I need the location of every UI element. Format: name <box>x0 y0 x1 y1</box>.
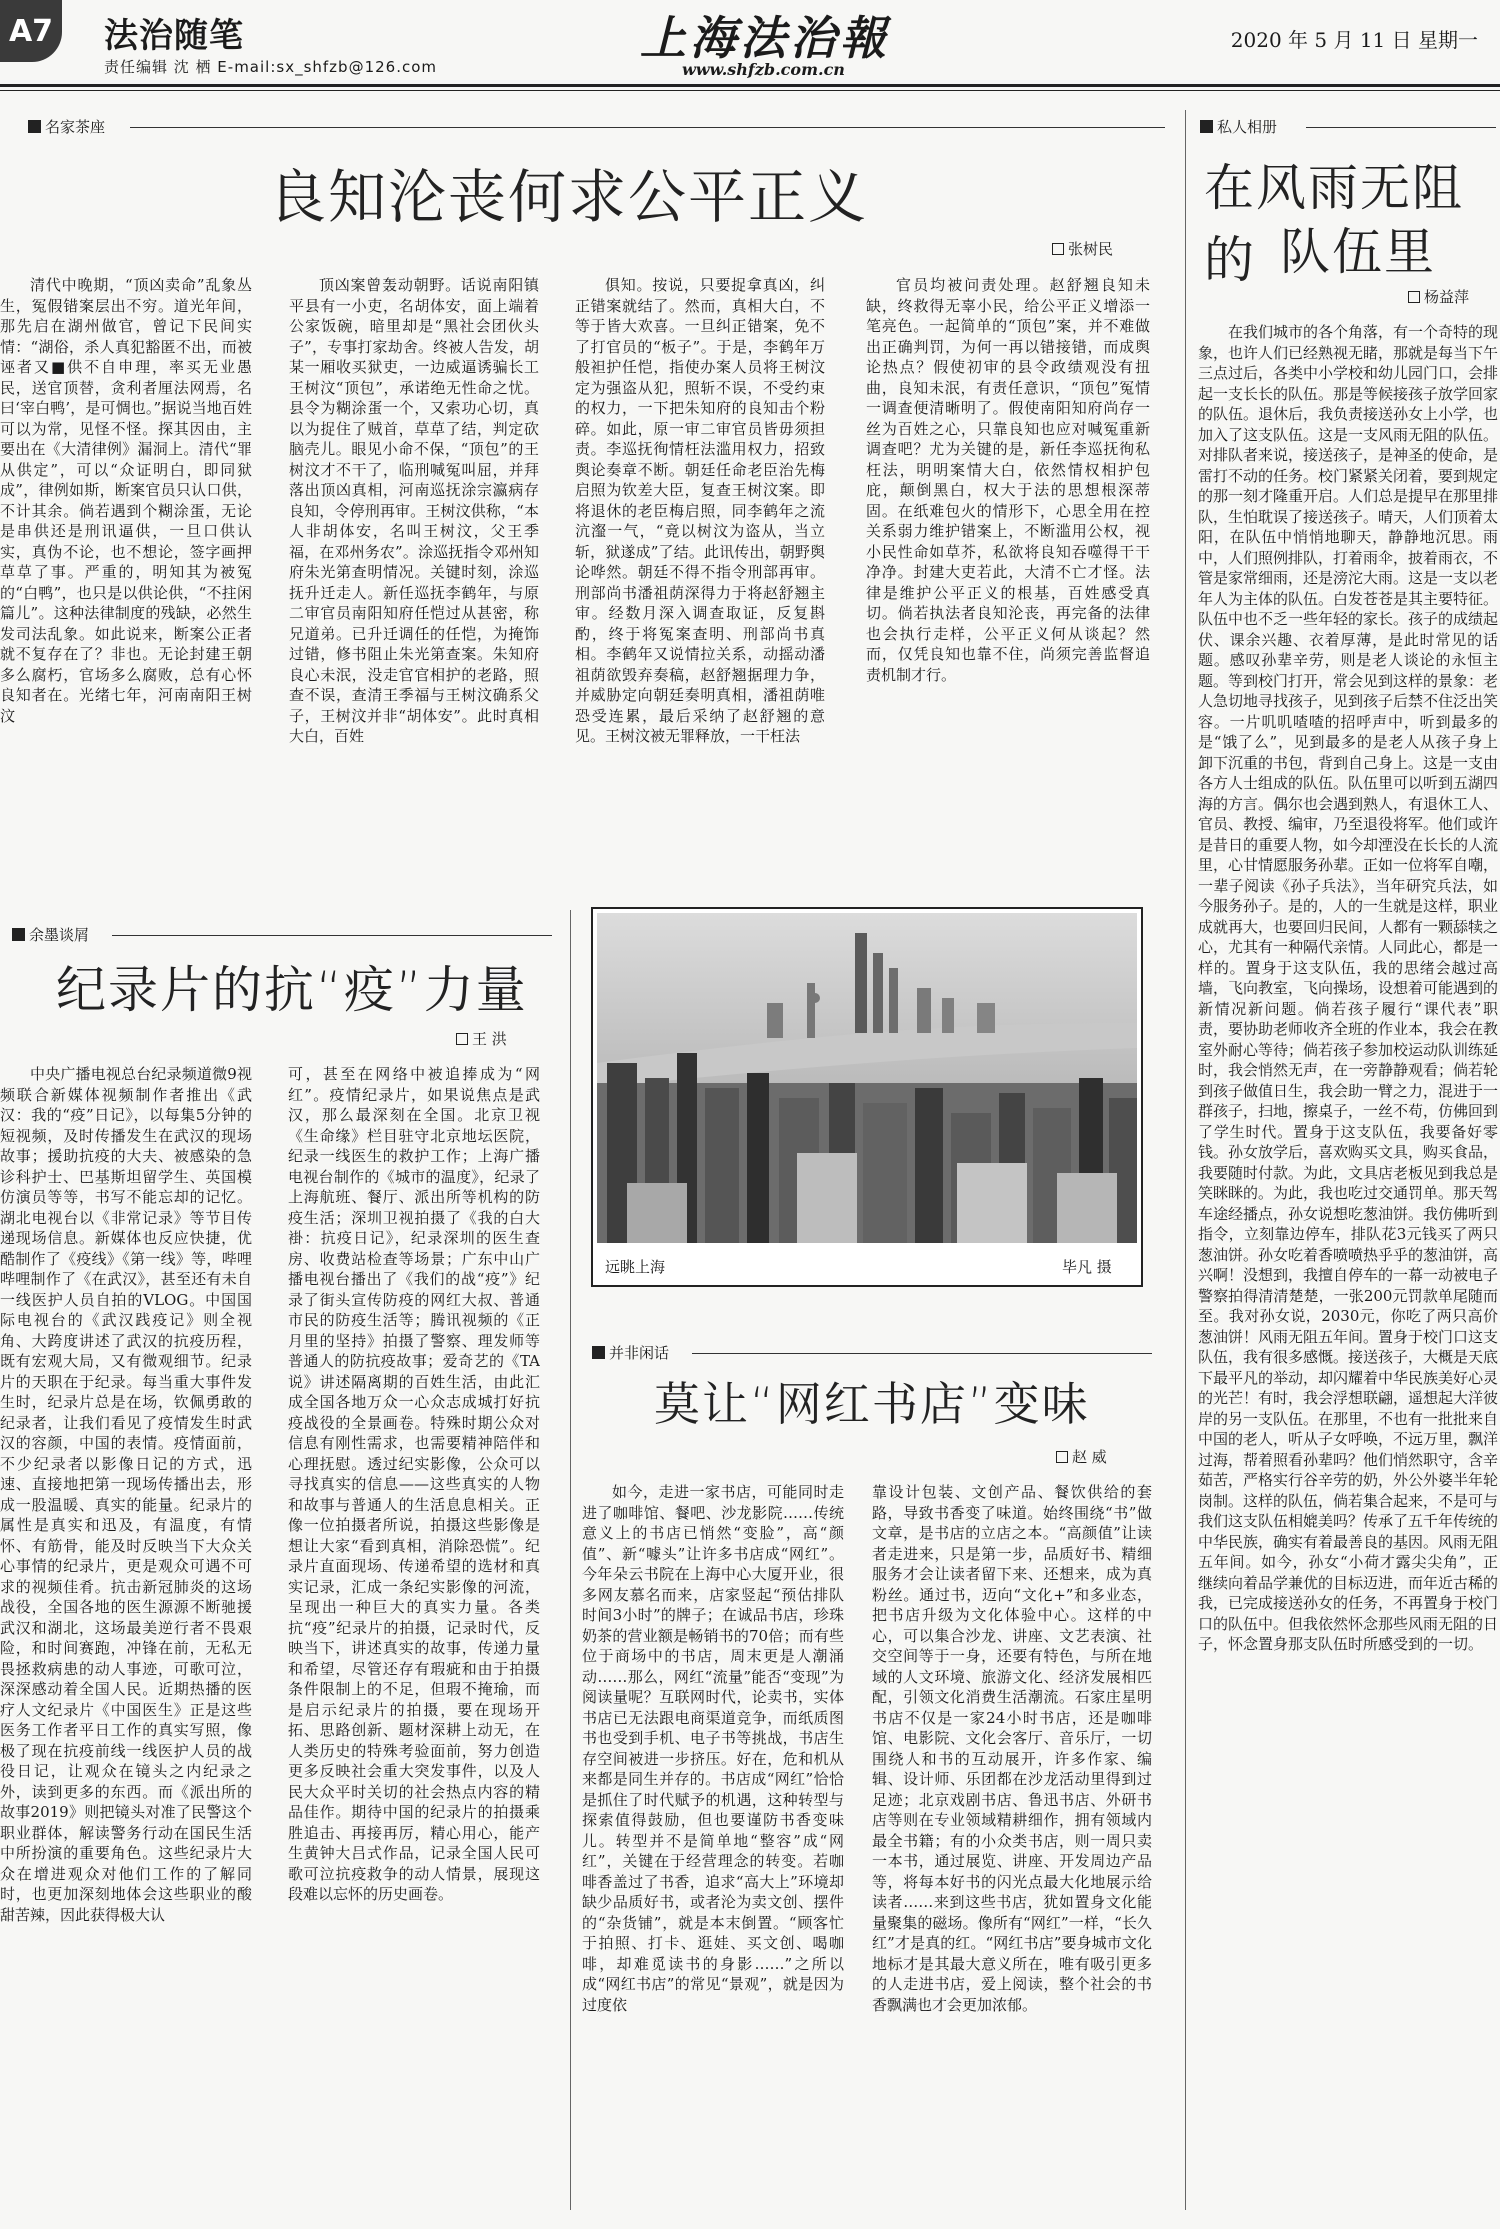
column-tag-label: 余墨谈屑 <box>29 926 90 944</box>
page-number-tab: A7 <box>0 0 62 62</box>
article-column: 靠设计包装、文创产品、餐饮供给的套路，导致书香变了味道。始终围绕“书”做文章，是书店的立店之本。“高颜值”让读者走进来，只是第一步，品质好书、精细服务才会让读者留下来、还想来，成为真粉丝。通过书，迈向“文化+”和多业态，把书店升级为文化体验中心。这样的中心，可以集合沙龙、讲座、文艺表演、社交空间等于一身，还要有特色，与所在地域的人文环境、旅游文化、经济发展相匹配，引领文化消费生活潮流。石家庄星明书店不仅是一家24小时书店，还是咖啡馆、电影院、文化会客厅、音乐厅，一切围绕人和书的互动展开，许多作家、编辑、设计师、乐团都在沙龙活动里得到过足迹；北京戏剧书店、鲁迅书店、外研书店等则在专业领域精耕细作，拥有领域内最全书籍；有的小众类书店，则一周只卖一本书，通过展览、讲座、开发周边产品等，将每本好书的闪光点最大化地展示给读者……来到这些书店，犹如置身文化能量聚集的磁场。像所有“网红”一样，“长久红”才是真的红。“网红书店”要身城市文化地标才是其最大意义所在，唯有吸引更多的人走进书店，爱上阅读，整个社会的书香飘满也才会更加浓郁。 <box>872 1483 1152 2014</box>
column-tag-4 <box>1200 116 1277 137</box>
column-tag-rule <box>112 935 552 936</box>
square-bullet-icon <box>28 120 41 133</box>
article-column: 清代中晚期，“顶凶卖命”乱象丛生，冤假错案层出不穷。道光年间，那先启在湖州做官，曾记下民间实情：“湖俗，杀人真犯豁匿不出，而被诬者又■供不自申理，率买无业愚民，送官顶替，贪利者厘法网焉，名曰‘宰白鸭’，是可惆也。”据说当地百姓可以为常，见怪不怪。探其因由，主要出在《大清律例》漏洞上。清代“罪从供定”，可以“众证明白，即同狱成”，律例如斯，断案官员只认口供，不计其余。倘若遇到个糊涂蛋，无论是串供还是刑讯逼供，一旦口供认实，真伪不论，也不想论，签字画押草草了事。严重的，明知其为被冤的“白鸭”，也只是以供论供，“不拄闲篇儿”。这种法律制度的残缺，必然生发司法乱象。如此说来，断案公正者就不复存在了？非也。无论封建王朝多么腐朽，官场多么腐败，总有心怀良知者在。光绪七年，河南南阳王树汶 <box>0 276 252 725</box>
article-headline-line1: 在风雨无阻的 <box>1204 159 1464 289</box>
square-bullet-icon <box>12 928 25 941</box>
article-column: 俱知。按说，只要捉拿真凶，纠正错案就结了。然而，真相大白，不等于皆大欢喜。一旦纠正错案，免不了打官员的“板子”。于是，李鹤年万般袒护任恺，指使办案人员将王树汶定为强盗从犯，照斩不误，不受约束的权力，一下把朱知府的良知击个粉碎。如此，原一审二审官员皆毋须担责。李巡抚徇情枉法滥用权力，招致舆论奏章不断。朝廷任命老臣治先梅启照为钦差大臣，复查王树汶案。即将退休的老臣梅启照，同李鹤年之流沆瀣一气，“竟以树汶为盗从，当立斩，狱遂成”了结。此讯传出，朝野舆论哗然。朝廷不得不指令刑部再审。刑部尚书潘祖荫深得力于将赵舒翘主审。经数月深入调查取证，反复斟酌，终于将冤案查明、刑部尚书真相。李鹤年又说情拉关系，动摇动潘祖荫欲毁弃奏稿，赵舒翘据理力争，并威胁定向朝廷奏明真相，潘祖荫唯恐受连累，最后采纳了赵舒翘的意见。王树汶被无罪释放，一干枉法 <box>575 276 825 745</box>
byline-author: 张树民 <box>1068 240 1114 258</box>
article-column: 可，甚至在网络中被追捧成为“网红”。疫情纪录片，如果说焦点是武汉，那么最深刻在全国。北京卫视《生命缘》栏目驻守北京地坛医院，纪录一线医生的救护工作；上海广播电视台制作的《城市的温度》，纪录了上海航班、餐厅、派出所等机构的防疫生活；深圳卫视拍摄了《我的白大褂：抗疫日记》，纪录深圳的医生查房、收费站检查等场景；广东中山广播电视台播出了《我们的战“疫”》纪录了街头宣传防疫的网红大叔、普通市民的防疫生活等；腾讯视频的《正月里的坚持》拍摄了警察、理发师等普通人的防抗疫故事；爱奇艺的《TA说》讲述隔离期的百姓生活，由此汇成全国各地万众一心众志成城打好抗疫战役的全景画卷。特殊时期公众对信息有刚性需求，也需要精神陪伴和心理抚慰。透过纪实影像，公众可以寻找真实的信息——这些真实的人物和故事与普通人的生活息息相关。正像一位拍摄者所说，拍摄这些影像是想让大家“看到真相，消除恐慌”。纪录片直面现场、传递希望的选材和真实记录，汇成一条纪实影像的河流，呈现出一种巨大的真实力量。各类抗“疫”纪录片的拍摄，记录时代，反映当下，讲述真实的故事，传递力量和希望，尽管还存有瑕疵和由于拍摄条件限制上的不足，但瑕不掩瑜，而是启示纪录片的拍摄，要在现场开拓、思路创新、题材深耕上动无，在人类历史的特殊考验面前，努力创造更多反映社会重大突发事件，以及人民大众平时关切的社会热点内容的精品佳作。期待中国的纪录片的拍摄乘胜追击、再接再厉，精心用心，能产生黄钟大吕式作品，记录全国人民可歌可泣抗疫救争的动人情景，展现这段难以忘怀的历史画卷。 <box>288 1065 540 1903</box>
byline <box>456 1028 507 1049</box>
byline-author: 杨益萍 <box>1424 288 1470 306</box>
editor-credit: 责任编辑 沈 栖 E-mail:sx_shfzb@126.com <box>104 58 438 76</box>
article-headline-line2: 队伍里 <box>1280 223 1436 281</box>
column-divider <box>570 910 571 2210</box>
byline-author: 王 洪 <box>472 1030 507 1048</box>
square-bullet-icon <box>592 1346 605 1359</box>
issue-date: 2020 年 5 月 11 日 星期一 <box>1230 28 1478 52</box>
byline <box>1056 1446 1107 1467</box>
byline-box-icon <box>1052 243 1064 255</box>
byline-box-icon <box>456 1033 468 1045</box>
article-headline: 莫让“网红书店”变味 <box>654 1377 1090 1431</box>
article-column: 在我们城市的各个角落，有一个奇特的现象，也许人们已经熟视无睹，那就是每当下午三点过后，各类中小学校和幼儿园门口，会排起一支长长的队伍。那是等候接孩子放学回家的队伍。退休后，我负责接送孙女上小学，也加入了这支队伍。这是一支风雨无阻的队伍。对排队者来说，接送孩子，是神圣的使命，是雷打不动的任务。校门紧紧关闭着，要到规定的那一刻才隆重开启。人们总是提早在那里排队，生怕耽误了接送孩子。晴天，人们顶着太阳，在队伍中悄悄地聊天，静静地沉思。雨中，人们照例排队，打着雨伞，披着雨衣，不管是家常细雨，还是滂沱大雨。这是一支以老年人为主体的队伍。白发苍苍是其主要特征。队伍中也不乏一些年轻的家长。孩子的成绩起伏、课余兴趣、衣着厚薄，是此时常见的话题。感叹孙辈辛劳，则是老人谈论的永恒主题。等到校门打开，常会见到这样的景象：老人急切地寻找孩子，见到孩子后禁不住泛出笑容。一片叽叽喳喳的招呼声中，听到最多的是“饿了么”，见到最多的是老人从孩子身上卸下沉重的书包，背到自己身上。这是一支由各方人士组成的队伍。队伍里可以听到五湖四海的方言。偶尔也会遇到熟人，有退休工人、官员、教授、编审，乃至退役将军。他们或许是昔日的重要人物，如今却湮没在长长的人流里，心甘情愿服务孙辈。正如一位将军自嘲，一辈子阅读《孙子兵法》，当年研究兵法，如今服务孙子。是的，人的一生就是这样，职业成就再大，也要回归民间，人都有一颗舔犊之心，尤其有一种隔代亲情。人同此心，都是一样的。置身于这支队伍，我的思绪会越过高墙，飞向教室，飞向操场，设想着可能遇到的新情况新问题。倘若孩子履行“课代表”职责，要协助老师收齐全班的作业本，我会在教室外耐心等待；倘若孩子参加校运动队训练延时，我会悄然无声，在一旁静静观看；倘若轮到孩子做值日生，我会助一臂之力，混进于一群孩子，扫地，擦桌子，一丝不苟，仿佛回到了学生时代。置身于这支队伍，我要备好零钱。孙女放学后，喜欢购买文具，购买食品，我要随时付款。为此，文具店老板见到我总是笑眯眯的。为此，我也吃过交通罚单。那天驾车途经播点，孙女说想吃葱油饼。我仿佛听到指令，立刻靠边停车，排队花3元钱买了两只葱油饼。孙女吃着香喷喷热乎乎的葱油饼，高兴啊！没想到，我擅自停车的一幕一动被电子警察拍得清清楚楚，一张200元罚款单尾随而至。我对孙女说，2030元，你吃了两只高价葱油饼！风雨无阻五年间。置身于校门口这支队伍，我有很多感慨。接送孩子，大概是天底下最平凡的举动，却闪耀着中华民族美好心灵的光芒！有时，我会浮想联翩，遥想起大洋彼岸的另一支队伍。在那里，不也有一批批来自中国的老人，听从子女呼唤，不远万里，飘洋过海，帮着照看孙辈吗？他们悄然职守，含辛茹苦，严格实行谷辛劳的奶，外公外婆半年轮岗制。这样的队伍，倘若集合起来，不是可与我们这支队伍相媲美吗？传承了五千年传统的中华民族，确实有着最善良的基因。风雨无阻五年间。如今，孙女“小荷才露尖尖角”，正继续向着品学兼优的目标迈进，而年近古稀的我，已完成接送孙女的任务，不再置身于校门口的队伍中。但我依然怀念那些风雨无阻的日子，怀念置身那支队伍时所感受到的一切。 <box>1198 323 1498 1653</box>
article-headline: 良知沦丧何求公平正义 <box>268 163 869 231</box>
byline <box>1052 238 1113 259</box>
newspaper-url: www.shfzb.com.cn <box>682 60 845 79</box>
column-tag-rule <box>692 1353 1152 1354</box>
photo-credit: 毕凡 摄 <box>1062 1258 1112 1276</box>
column-divider <box>1185 110 1186 2210</box>
section-title: 法治随笔 <box>104 16 244 56</box>
column-tag-2 <box>12 924 89 945</box>
column-tag-3 <box>592 1342 669 1363</box>
skyline-photo <box>591 907 1143 1287</box>
newspaper-logo: 上海法治報 <box>640 11 890 65</box>
byline-author: 赵 威 <box>1072 1448 1107 1466</box>
column-tag-rule <box>1306 127 1496 128</box>
masthead-rule-thin <box>0 90 1500 91</box>
byline-box-icon <box>1408 291 1420 303</box>
shanghai-skyline-image <box>597 913 1137 1243</box>
square-bullet-icon <box>1200 120 1213 133</box>
article-column: 官员均被问责处理。赵舒翘良知未缺，终救得无辜小民，给公平正义增添一笔亮色。一起简单的“顶包”案，并不难做出正确判罚，为何一再以错接错，而成舆论热点？假使初审的县令政绩观没有扭曲，良知未泯，有责任意识，“顶包”冤情一调查便清晰明了。假使南阳知府尚存一丝为百姓之心，只靠良知也应对喊冤重新调查吧？尤为关键的是，新任李巡抚徇私枉法，明明案情大白，依然情权相护包庇，颠倒黑白，权大于法的思想根深蒂固。在纸难包火的情形下，心思全用在控关系弱力维护错案上，不断滥用公权，视小民性命如草芥，私欲将良知吞噬得干干净净。封建大吏若此，大清不亡才怪。法律是维护公平正义的根基，百姓感受真切。倘若执法者良知沦丧，再完备的法律也会执行走样，公平正义何从谈起？然而，仅凭良知也靠不住，尚须完善监督追责机制才行。 <box>866 276 1150 684</box>
article-column: 中央广播电视总台纪录频道微9视频联合新媒体视频制作者推出《武汉：我的“疫”日记》，以每集5分钟的短视频，及时传播发生在武汉的现场故事；援助抗疫的大夫、被感染的急诊科护士、巴基斯坦留学生、英国模仿演员等等，书写不能忘却的记忆。湖北电视台以《非常记录》等节目传递现场信息。新媒体也反应快捷，优酷制作了《疫线》《第一线》等，哔哩哔哩制作了《在武汉》，甚至还有未自一线医护人员自拍的VLOG。中国国际电视台的《武汉践疫记》则全视角、大跨度讲述了武汉的抗疫历程，既有宏观大局，又有微观细节。纪录片的天职在于纪录。每当重大事件发生时，纪录片总是在场，钦佩勇敢的纪录者，让我们看见了疫情发生时武汉的容颜，中国的表情。疫情面前，不少纪录者以影像日记的方式，迅速、直接地把第一现场传播出去，形成一股温暖、真实的能量。纪录片的属性是真实和迅及，有温度，有情怀、有筋骨，能及时反映当下大众关心事情的纪录片，更是观众可遇不可求的视频佳肴。抗击新冠肺炎的这场战役，全国各地的医生源源不断驰援武汉和湖北，这场最美逆行者不畏艰险，和时间赛跑，冲锋在前，无私无畏拯救病患的动人事迹，可歌可泣，深深感动着全国人民。近期热播的医疗人文纪录片《中国医生》正是这些医务工作者平日工作的真实写照，像极了现在抗疫前线一线医护人员的战役日记，让观众在镜头之内纪录之外，读到更多的东西。而《派出所的故事2019》则把镜头对准了民警这个职业群体，解读警务行动在国民生活中所扮演的重要角色。这些纪录片大众在增进观众对他们工作的了解同时，也更加深刻地体会这些职业的酸甜苦辣，因此获得极大认 <box>0 1065 252 1924</box>
column-tag-label: 私人相册 <box>1217 118 1278 136</box>
column-tag-rule <box>130 127 1165 128</box>
column-tag-label: 并非闲话 <box>609 1344 670 1362</box>
article-headline: 纪录片的抗“疫”力量 <box>56 961 528 1019</box>
byline-box-icon <box>1056 1451 1068 1463</box>
photo-caption: 远眺上海 <box>605 1258 666 1276</box>
column-tag-1 <box>28 116 105 137</box>
article-column: 如今，走进一家书店，可能同时走进了咖啡馆、餐吧、沙龙影院……传统意义上的书店已悄然“变脸”，高“颜值”、新“噱头”让许多书店成“网红”。今年朵云书院在上海中心大厦开业，很多网友慕名而来，店家竖起“预估排队时间3小时”的牌子；在诚品书店，珍珠奶茶的营业额是畅销书的70倍；而有些位于商场中的书店，周末更是人潮涌动……那么，网红“流量”能否“变现”为阅读量呢？互联网时代，论卖书，实体书店已无法跟电商渠道竞争，而纸质图书也受到手机、电子书等挑战，书店生存空间被进一步挤压。好在，危和机从来都是同生并存的。书店成“网红”恰恰是抓住了时代赋予的机遇，这种转型与探索值得鼓励，但也要谨防书香变味儿。转型并不是简单地“整容”成“网红”，关键在于经营理念的转变。若咖啡香盖过了书香，追求“高大上”环境却缺少品质好书，或者沦为卖文创、摆件的“杂货铺”，就是本末倒置。“顾客忙于拍照、打卡、逛娃、买文创、喝咖啡，却难觅读书的身影……”之所以成“网红书店”的常见“景观”，就是因为过度依 <box>582 1483 844 2014</box>
byline <box>1408 286 1469 307</box>
column-tag-label: 名家茶座 <box>45 118 106 136</box>
article-column: 顶凶案曾轰动朝野。话说南阳镇平县有一小吏，名胡体安，面上端着公家饭碗，暗里却是“黑社会团伙头子”，专事打家劫舍。终被人告发，胡某一厢收买狱吏，一边威逼诱骗长工王树汶“顶包”，承诺绝无性命之忧。县令为糊涂蛋一个，又索功心切，真以为捉住了贼首，草草了结，判定砍脑壳儿。眼见小命不保，“顶包”的王树汶才不干了，临刑喊冤叫屈，并拜落出顶凶真相，河南巡抚涂宗瀛病存良知，令停刑再审。王树汶供称，“本人非胡体安，名叫王树汶，父王季福，在邓州务农”。涂巡抚指令邓州知府朱光第查明情况。关键时刻，涂巡抚升迁走人。新任巡抚李鹤年，与原二审官员南阳知府任恺过从甚密，称兄道弟。已升迁调任的任恺，为掩饰过错，修书阻止朱光第查案。朱知府良心未泯，没走官官相护的老路，照查不误，查清王季福与王树汶确系父子，王树汶并非“胡体安”。此时真相大白，百姓 <box>289 276 539 745</box>
masthead-rule <box>0 84 1500 87</box>
